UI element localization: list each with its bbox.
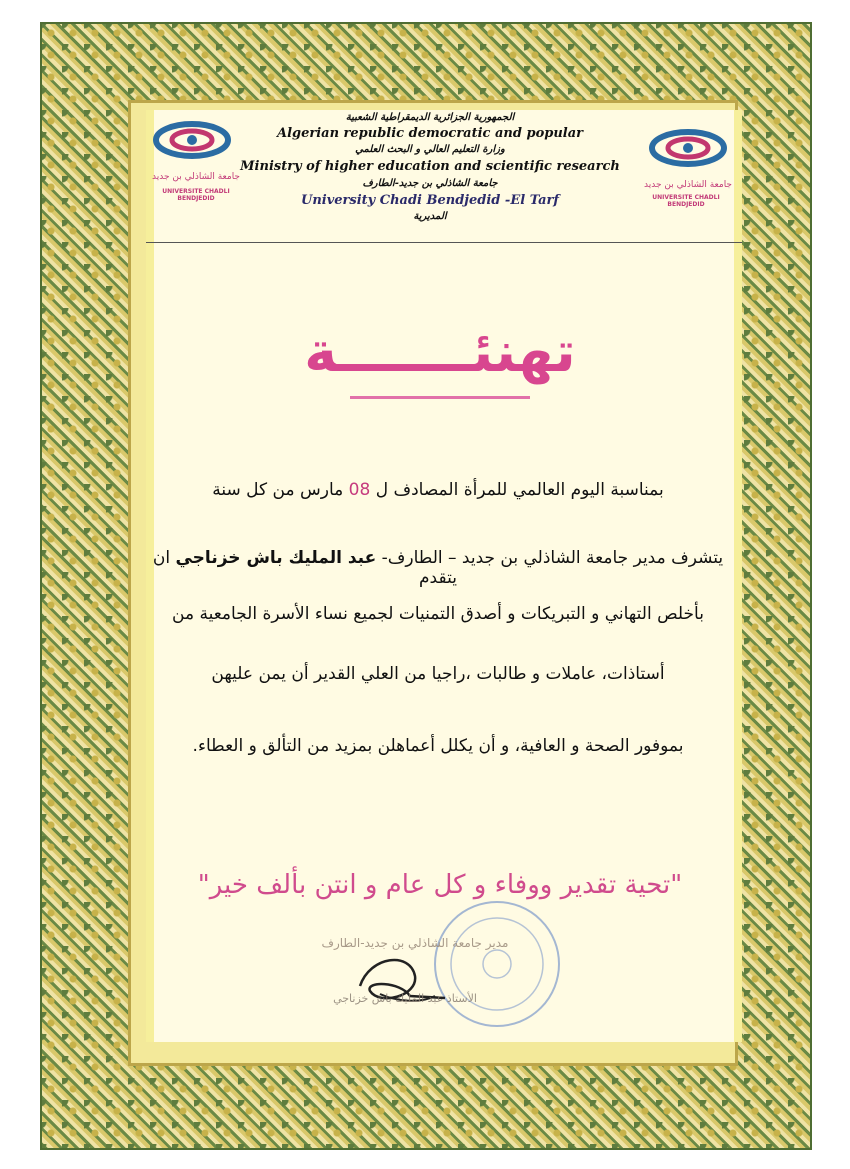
logo-caption-arabic: جامعة الشاذلي بن جديد: [643, 180, 732, 190]
republic-arabic: الجمهورية الجزائرية الديمقراطية الشعبية: [345, 112, 515, 123]
body-line-3: بأخلص التهاني و التبريكات و أصدق التمنيات لجميع نساء الأسرة الجامعية من: [172, 604, 704, 624]
ministry-english: Ministry of higher education and scientific research: [240, 159, 620, 174]
page-title: تهنئـــــــة: [304, 320, 576, 385]
header-divider: [146, 242, 742, 243]
logo-caption-english: UNIVERSITE CHADLI BENDJEDID: [162, 188, 230, 202]
handwritten-signature-icon: [340, 946, 460, 1026]
signatory-name: الأستاذ عبد المليك باش خزناجي: [333, 992, 477, 1005]
body-line-2: [150, 548, 726, 588]
logo-caption-english: UNIVERSITE CHADLI BENDJEDID: [652, 194, 720, 208]
body-line-2-start: يتشرف مدير جامعة الشاذلي بن جديد – الطارف-: [381, 548, 724, 568]
signatory-role: مدير جامعة الشاذلي بن جديد-الطارف: [321, 936, 509, 950]
university-english: University Chadi Bendjedid -El Tarf: [300, 193, 559, 208]
date-number: 08: [348, 480, 371, 500]
body-line-1: [150, 480, 726, 500]
title-underline: [350, 396, 530, 399]
republic-english: Algerian republic democratic and popular: [276, 126, 583, 141]
body-line-1-end: مارس من كل سنة: [212, 480, 344, 500]
body-line-1-start: بمناسبة اليوم العالمي للمرأة المصادف ل: [375, 480, 664, 500]
closing-greeting: "تحية تقدير ووفاء و كل عام و انتن بألف خير": [197, 870, 683, 900]
logo-caption-arabic: جامعة الشاذلي بن جديد: [151, 172, 240, 182]
body-line-4: أستاذات، عاملات و طالبات ،راجيا من العلي القدير أن يمن عليهن: [211, 664, 665, 684]
office-arabic: المديرية: [413, 211, 447, 222]
university-arabic: جامعة الشاذلي بن جديد-الطارف: [362, 178, 498, 189]
ministry-arabic: وزارة التعليم العالي و البحث العلمي: [355, 144, 505, 155]
body-line-5: بموفور الصحة و العافية، و أن يكلل أعماهلن بمزيد من التألق و العطاء.: [192, 736, 684, 756]
body-line-2-end: ان يتقدم: [152, 548, 457, 588]
director-name: عبد المليك باش خزناجي: [175, 548, 377, 568]
